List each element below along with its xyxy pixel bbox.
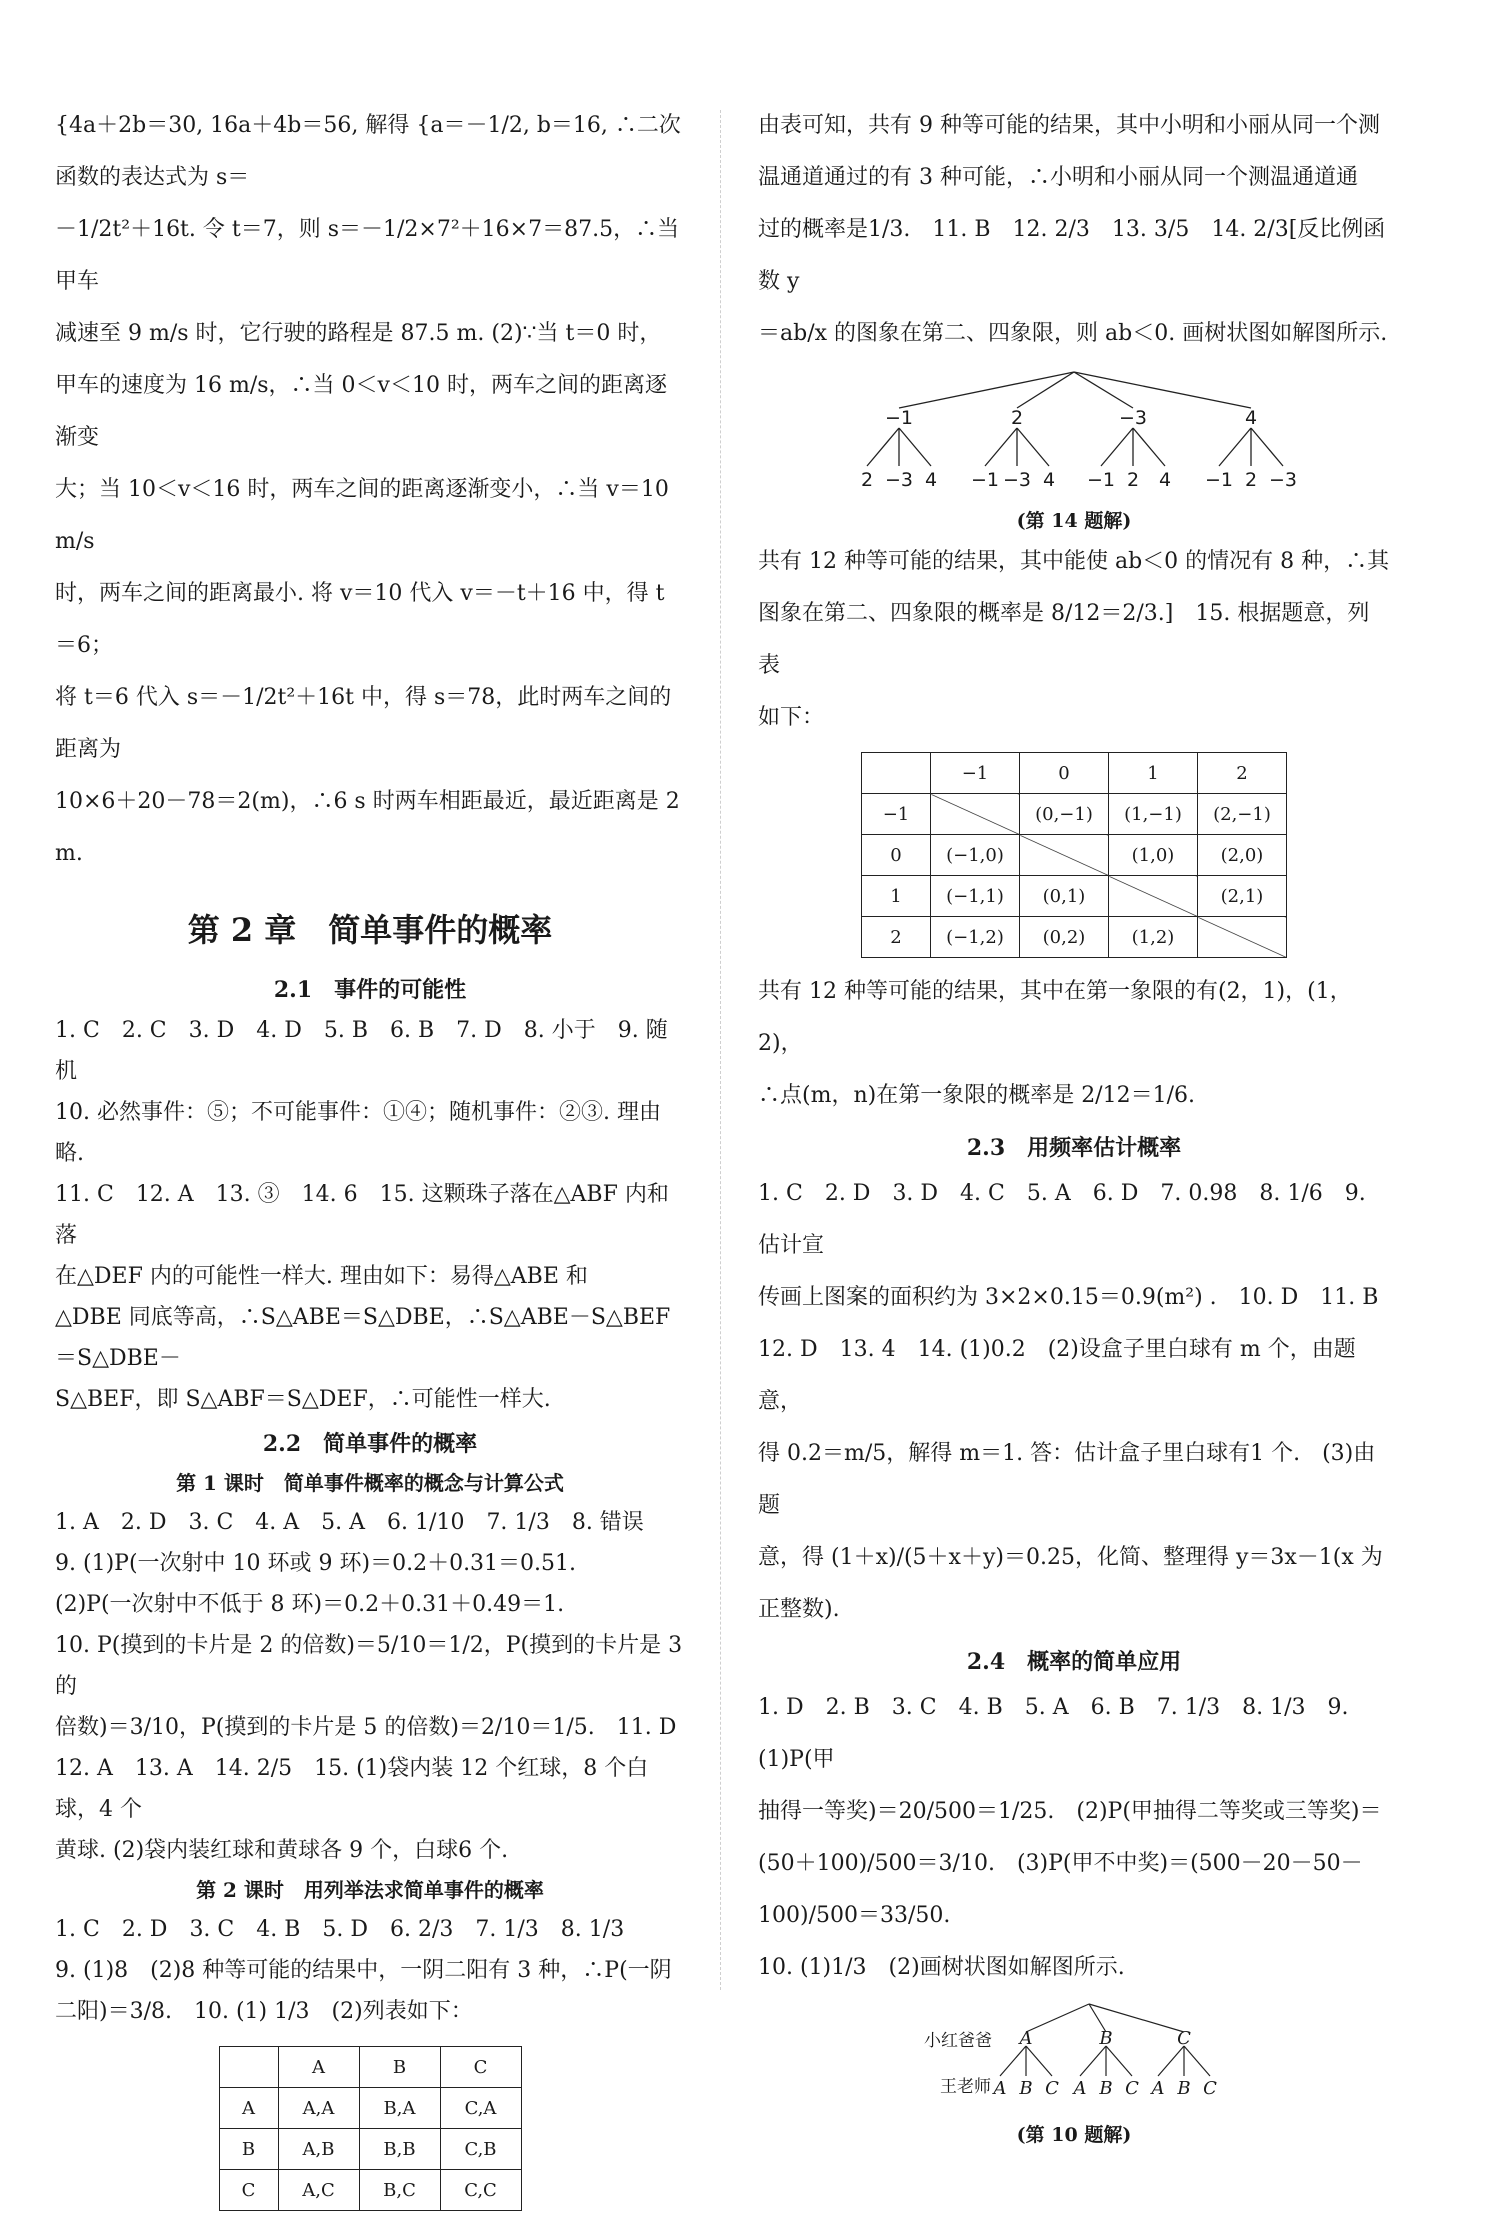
column-divider <box>720 110 721 1990</box>
section-title: 2.4 概率的简单应用 <box>966 1649 1182 1675</box>
table-cell: 0 <box>862 835 931 876</box>
tree-leaf: A <box>993 2078 1007 2099</box>
table-row <box>862 876 1287 917</box>
text-line: 在△DEF 内的可能性一样大. 理由如下：易得△ABE 和 <box>55 1264 588 1289</box>
tree-leaf: −3 <box>1268 469 1298 491</box>
table-cell: 2 <box>1198 753 1287 794</box>
table-row <box>219 2088 521 2129</box>
text-line: 将 t＝6 代入 s＝－1/2t²＋16t 中，得 s＝78，此时两车之间的距离为 <box>55 685 672 762</box>
table-cell: (−1,0) <box>931 835 1020 876</box>
section-body <box>758 1168 1390 1636</box>
text-line: 如下： <box>758 705 825 730</box>
text-line: 甲车的速度为 16 m/s，∴当 0＜v＜10 时，两车之间的距离逐渐变 <box>55 373 667 450</box>
table-cell: A,C <box>278 2170 359 2211</box>
chapter-title: 第 2 章 简单事件的概率 <box>187 911 553 949</box>
text-line: 共有 12 种等可能的结果，其中在第一象限的有(2，1)，(1，2)， <box>758 979 1352 1056</box>
tree-node: C <box>1177 2028 1191 2049</box>
diagonal-cell <box>1109 876 1198 917</box>
tree-node: 4 <box>1244 407 1258 429</box>
figure-caption: (第 10 题解) <box>1016 2124 1132 2146</box>
table-cell <box>219 2047 278 2088</box>
text-line: 9. (1)P(一次射中 10 环或 9 环)＝0.2＋0.31＝0.51. <box>55 1551 577 1576</box>
table-cell: B,C <box>359 2170 440 2211</box>
table-cell: (0,1) <box>1020 876 1109 917</box>
tree-leaf: 4 <box>1042 469 1056 491</box>
tree-leaf: 2 <box>860 469 874 491</box>
table-row <box>862 753 1287 794</box>
tree-row-label: 王老师 <box>940 2077 991 2097</box>
text-line: 倍数)＝3/10，P(摸到的卡片是 5 的倍数)＝2/10＝1/5. 11. D <box>55 1715 677 1740</box>
text-line: 1. C 2. C 3. D 4. D 5. B 6. B 7. D 8. 小于 9. 随机 <box>55 1018 668 1084</box>
tree-diagram-10 <box>884 2000 1264 2120</box>
text-line: 时，两车之间的距离最小. 将 v＝10 代入 v＝－t＋16 中，得 t＝6； <box>55 581 665 658</box>
table-cell: A <box>219 2088 278 2129</box>
text-line: 意，得 (1＋x)/(5＋x＋y)＝0.25，化简、整理得 y＝3x－1(x 为正整数). <box>758 1545 1383 1622</box>
table-cell: (−1,2) <box>931 917 1020 958</box>
tree-leaf: −1 <box>970 469 1000 491</box>
text-line: 图象在第二、四象限的概率是 8/12＝2/3.] 15. 根据题意，列表 <box>758 601 1370 678</box>
text-line: (50＋100)/500＝3/10. (3)P(甲不中奖)＝(500－20－50－100)/500＝33/50. <box>758 1851 1363 1928</box>
table-cell: C <box>219 2170 278 2211</box>
tree-leaf: A <box>1151 2078 1165 2099</box>
text-line: 由表可知，共有 9 种等可能的结果，其中小明和小丽从同一个测 <box>758 113 1380 138</box>
right-column <box>758 100 1390 2150</box>
table-cell: (−1,1) <box>931 876 1020 917</box>
text-line: 抽得一等奖)＝20/500＝1/25. (2)P(甲抽得二等奖或三等奖)＝ <box>758 1799 1382 1824</box>
table-cell: (2,0) <box>1198 835 1287 876</box>
text-line: 12. A 13. A 14. 2/5 15. (1)袋内装 12 个红球，8 个白球，4 个 <box>55 1756 649 1822</box>
solution-block <box>758 536 1390 744</box>
tree-leaf: C <box>1203 2078 1217 2099</box>
text-line: 1. D 2. B 3. C 4. B 5. A 6. B 7. 1/3 8. 1/3 9. (1)P(甲 <box>758 1695 1349 1772</box>
tree-leaf: −1 <box>1086 469 1116 491</box>
table-cell: (1,−1) <box>1109 794 1198 835</box>
table-cell: A,A <box>278 2088 359 2129</box>
text-line: 11. C 12. A 13. ③ 14. 6 15. 这颗珠子落在△ABF 内和落 <box>55 1182 669 1248</box>
text-line: 过的概率是1/3. 11. B 12. 2/3 13. 3/5 14. 2/3[反比例函数 y <box>758 217 1386 294</box>
text-line: 1. A 2. D 3. C 4. A 5. A 6. 1/10 7. 1/3 8. 错误 <box>55 1510 644 1535</box>
tree-row-label: 小红爸爸 <box>924 2031 992 2051</box>
table-cell: C,A <box>440 2088 521 2129</box>
figure-caption: (第 14 题解) <box>1016 510 1132 532</box>
table-cell: A <box>278 2047 359 2088</box>
table-cell: C <box>440 2047 521 2088</box>
table-cell: 1 <box>862 876 931 917</box>
table-cell: −1 <box>862 794 931 835</box>
text-line: {4a＋2b＝30, 16a＋4b＝56, 解得 {a＝－1/2, b＝16, ∴二次函数的表达式为 s＝ <box>55 113 681 190</box>
text-line: ＝ab/x 的图象在第二、四象限，则 ab＜0. 画树状图如解图所示. <box>758 321 1388 346</box>
diagonal-cell <box>931 794 1020 835</box>
tree-leaf: 4 <box>924 469 938 491</box>
section-title: 2.3 用频率估计概率 <box>966 1135 1182 1161</box>
table-cell: C,C <box>440 2170 521 2211</box>
coordinate-table <box>861 752 1287 958</box>
text-line: 黄球. (2)袋内装红球和黄球各 9 个，白球6 个. <box>55 1838 509 1863</box>
text-line: 1. C 2. D 3. C 4. B 5. D 6. 2/3 7. 1/3 8. 1/3 <box>55 1917 625 1942</box>
text-line: 10×6＋20－78＝2(m)，∴6 s 时两车相距最近，最近距离是 2 m. <box>55 789 680 866</box>
table-cell: (2,1) <box>1198 876 1287 917</box>
table-cell: (0,−1) <box>1020 794 1109 835</box>
tree-leaf: A <box>1073 2078 1087 2099</box>
text-line: 减速至 9 m/s 时，它行驶的路程是 87.5 m. (2)∵当 t＝0 时， <box>55 321 662 346</box>
text-line: 共有 12 种等可能的结果，其中能使 ab＜0 的情况有 8 种，∴其 <box>758 549 1390 574</box>
text-line: 传画上图案的面积约为 3×2×0.15＝0.9(m²) . 10. D 11. B <box>758 1285 1379 1310</box>
table-cell: 1 <box>1109 753 1198 794</box>
text-line: (2)P(一次射中不低于 8 环)＝0.2＋0.31＋0.49＝1. <box>55 1592 565 1617</box>
tree-leaf: 2 <box>1126 469 1140 491</box>
table-cell: (1,0) <box>1109 835 1198 876</box>
left-column <box>55 100 685 2219</box>
tree-leaf: −1 <box>1204 469 1234 491</box>
table-cell: A,B <box>278 2129 359 2170</box>
table-row <box>219 2129 521 2170</box>
text-line: 9. (1)8 (2)8 种等可能的结果中，一阴二阳有 3 种，∴P(一阴 <box>55 1958 672 1983</box>
table-cell: −1 <box>931 753 1020 794</box>
text-line: 温通道通过的有 3 种可能，∴小明和小丽从同一个测温通道通 <box>758 165 1358 190</box>
tree-leaf: 4 <box>1158 469 1172 491</box>
table-cell: B <box>359 2047 440 2088</box>
text-line: 二阳)＝3/8. 10. (1) 1/3 (2)列表如下： <box>55 1999 473 2024</box>
diagonal-cell <box>1020 835 1109 876</box>
tree-leaf: 2 <box>1244 469 1258 491</box>
tree-leaf: B <box>1099 2078 1113 2099</box>
abc-table <box>219 2046 522 2211</box>
table-cell <box>862 753 931 794</box>
lesson-title: 第 2 课时 用列举法求简单事件的概率 <box>196 1878 544 1902</box>
section-body <box>758 1682 1390 1994</box>
diagonal-cell <box>1198 917 1287 958</box>
text-line: △DBE 同底等高，∴S△ABE＝S△DBE，∴S△ABE－S△BEF＝S△DBE－ <box>55 1305 671 1371</box>
tree-leaf: B <box>1019 2078 1033 2099</box>
table-cell: B <box>219 2129 278 2170</box>
tree-diagram-14 <box>839 366 1309 506</box>
table-cell: B,A <box>359 2088 440 2129</box>
table-cell: (0,2) <box>1020 917 1109 958</box>
table-cell: (1,2) <box>1109 917 1198 958</box>
table-row <box>862 917 1287 958</box>
table-cell: 0 <box>1020 753 1109 794</box>
tree-leaf: B <box>1177 2078 1191 2099</box>
table-cell: 2 <box>862 917 931 958</box>
tree-node: 2 <box>1010 407 1024 429</box>
lesson-title: 第 1 课时 简单事件概率的概念与计算公式 <box>176 1471 564 1495</box>
solution-continuation <box>758 100 1390 360</box>
text-line: 10. P(摸到的卡片是 2 的倍数)＝5/10＝1/2，P(摸到的卡片是 3 的 <box>55 1633 683 1699</box>
table-row <box>219 2170 521 2211</box>
tree-leaf: −3 <box>884 469 914 491</box>
text-line: 得 0.2＝m/5，解得 m＝1. 答：估计盒子里白球有1 个. (3)由题 <box>758 1441 1376 1518</box>
solution-block <box>758 966 1390 1122</box>
table-row <box>862 835 1287 876</box>
text-line: S△BEF，即 S△ABF＝S△DEF，∴可能性一样大. <box>55 1387 551 1412</box>
table-cell: (2,−1) <box>1198 794 1287 835</box>
table-cell: C,B <box>440 2129 521 2170</box>
text-line: 10. (1)1/3 (2)画树状图如解图所示. <box>758 1955 1125 1980</box>
text-line: 10. 必然事件：⑤；不可能事件：①④；随机事件：②③. 理由略. <box>55 1100 661 1166</box>
table-row <box>219 2047 521 2088</box>
text-line: －1/2t²＋16t. 令 t＝7，则 s＝－1/2×7²＋16×7＝87.5，∴当甲车 <box>55 217 680 294</box>
section-title: 2.2 简单事件的概率 <box>262 1431 478 1457</box>
tree-node: −1 <box>884 407 914 429</box>
tree-node: −3 <box>1118 407 1148 429</box>
solution-continuation <box>55 100 685 880</box>
table-cell: B,B <box>359 2129 440 2170</box>
tree-leaf: C <box>1125 2078 1139 2099</box>
text-line: 1. C 2. D 3. D 4. C 5. A 6. D 7. 0.98 8. 1/6 9. 估计宣 <box>758 1181 1366 1258</box>
tree-leaf: C <box>1045 2078 1059 2099</box>
section-title: 2.1 事件的可能性 <box>273 977 467 1003</box>
text-line: 大；当 10＜v＜16 时，两车之间的距离逐渐变小，∴当 v＝10 m/s <box>55 477 669 554</box>
text-line: 12. D 13. 4 14. (1)0.2 (2)设盒子里白球有 m 个，由题意， <box>758 1337 1356 1414</box>
tree-leaf: −3 <box>1002 469 1032 491</box>
table-row <box>862 794 1287 835</box>
tree-node: A <box>1019 2028 1033 2049</box>
tree-node: B <box>1099 2028 1113 2049</box>
text-line: ∴点(m，n)在第一象限的概率是 2/12＝1/6. <box>758 1083 1195 1108</box>
